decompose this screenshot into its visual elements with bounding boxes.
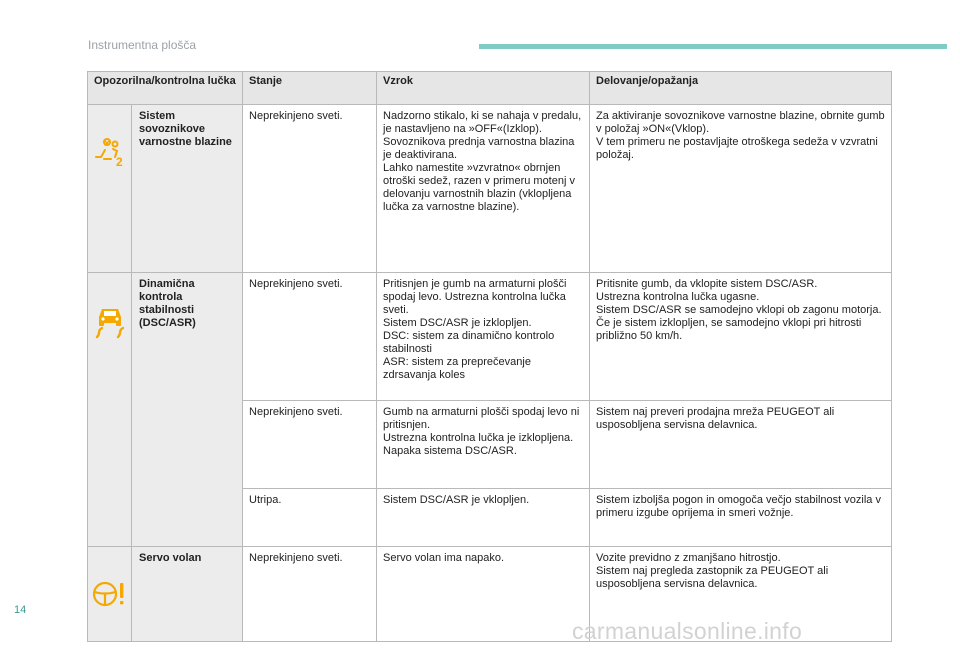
column-header-action: Delovanje/opažanja xyxy=(590,72,892,105)
action-cell: Vozite previdno z zmanjšano hitrostjo. Sistem naj pregleda zastopnik za PEUGEOT ali usposobljena servisna delavnica. xyxy=(590,547,892,642)
table-row xyxy=(88,273,892,401)
icon-cell xyxy=(88,105,132,273)
power-steering-warning-icon xyxy=(90,579,129,609)
cause-cell: Gumb na armaturni plošči spodaj levo ni pritisnjen. Ustrezna kontrolna lučka je izklopljena. Napaka sistema DSC/ASR. xyxy=(377,401,590,489)
state-cell: Neprekinjeno sveti. xyxy=(243,401,377,489)
light-name: Servo volan xyxy=(132,547,243,642)
action-cell: Pritisnite gumb, da vklopite sistem DSC/ASR. Ustrezna kontrolna lučka ugasne. Sistem DSC/ASR se samodejno vklopi ob zagonu motorja. Če je sistem izklopljen, se samodejno vklopi pri hitrosti približno 50 km/h. xyxy=(590,273,892,401)
column-header-state: Stanje xyxy=(243,72,377,105)
light-name: Sistem sovoznikove varnostne blazine xyxy=(132,105,243,273)
column-header-cause: Vzrok xyxy=(377,72,590,105)
cause-cell: Pritisnjen je gumb na armaturni plošči spodaj levo. Ustrezna kontrolna lučka sveti. Sistem DSC/ASR je izklopljen. DSC: sistem za dinamično kontrolo stabilnosti ASR: sistem za preprečevanje zdrsavanja koles xyxy=(377,273,590,401)
state-cell: Neprekinjeno sveti. xyxy=(243,273,377,401)
action-cell: Sistem naj preveri prodajna mreža PEUGEOT ali usposobljena servisna delavnica. xyxy=(590,401,892,489)
icon-cell xyxy=(88,547,132,642)
state-cell: Neprekinjeno sveti. xyxy=(243,105,377,273)
airbag-child-seat-warning-icon xyxy=(90,137,129,167)
state-cell: Utripa. xyxy=(243,489,377,547)
page-number: 14 xyxy=(14,604,27,616)
icon-cell xyxy=(88,273,132,547)
header-accent-bar xyxy=(479,44,947,49)
state-cell: Neprekinjeno sveti. xyxy=(243,547,377,642)
column-header-light: Opozorilna/kontrolna lučka xyxy=(88,72,243,105)
watermark: carmanualsonline.info xyxy=(572,618,803,644)
svg-text:2: 2 xyxy=(115,155,123,167)
cause-cell: Nadzorno stikalo, ki se nahaja v predalu, je nastavljeno na »OFF«(Izklop). Sovoznikova prednja varnostna blazina je deaktivirana. Lahko namestite »vzvratno« obrnjen otroški sedež, razen v primeru motenj v delovanju varnostnih blazin (vklopljena lučka za varnostne blazine). xyxy=(377,105,590,273)
cause-cell: Servo volan ima napako. xyxy=(377,547,590,642)
table-row xyxy=(88,105,892,273)
action-cell: Za aktiviranje sovoznikove varnostne blazine, obrnite gumb v položaj »ON«(Vklop). V tem primeru ne postavljajte otroškega sedeža v vzvratni položaj. xyxy=(590,105,892,273)
warning-lights-table xyxy=(87,71,892,642)
page-section-title: Instrumentna plošča xyxy=(88,38,197,52)
cause-cell: Sistem DSC/ASR je vklopljen. xyxy=(377,489,590,547)
action-cell: Sistem izboljša pogon in omogoča večjo stabilnost vozila v primeru izgube oprijema in smeri vožnje. xyxy=(590,489,892,547)
dsc-asr-icon xyxy=(90,305,129,339)
table-header-row xyxy=(88,72,892,105)
light-name: Dinamična kontrola stabilnosti (DSC/ASR) xyxy=(132,273,243,547)
